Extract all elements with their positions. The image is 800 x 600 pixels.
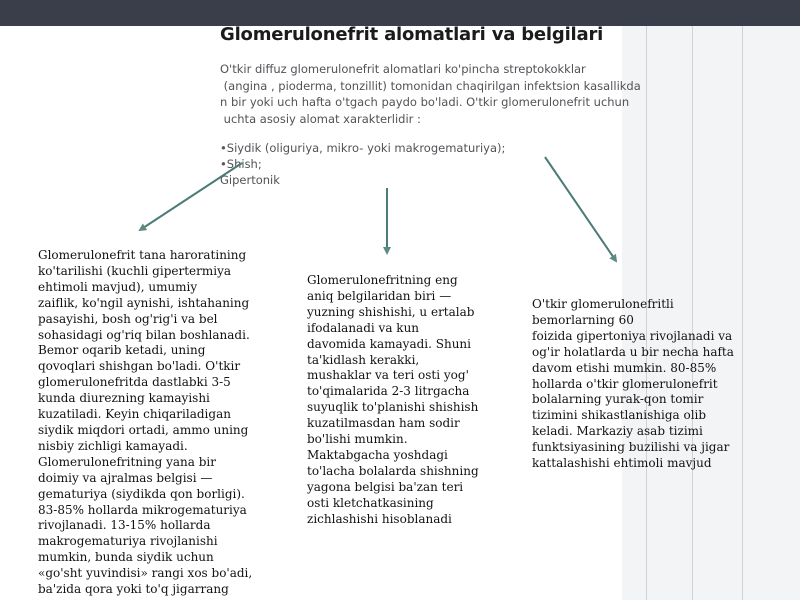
text-line: yuzning shishishi, u ertalab bbox=[307, 304, 475, 319]
intro-line: (angina , pioderma, tonzillit) tomonidan chaqirilgan infektsion kasallikda bbox=[220, 78, 641, 93]
text-line: makrogematuriya rivojlanishi bbox=[38, 534, 218, 549]
symptom-item: •Siydik (oliguriya, mikro- yoki makrogematuriya); bbox=[220, 141, 506, 155]
text-line: mushaklar va teri osti yog' bbox=[307, 368, 469, 383]
symptom-item: •Shish; bbox=[220, 157, 262, 171]
text-line: davom etishi mumkin. 80-85% bbox=[532, 360, 717, 375]
text-line: foizida gipertoniya rivojlanadi va bbox=[532, 328, 733, 343]
text-line: «go'sht yuvindisi» rangi xos bo'adi, bbox=[38, 566, 253, 581]
text-line: bo'lishi mumkin. bbox=[307, 432, 408, 447]
text-line: Bemor oqarib ketadi, uning bbox=[38, 343, 206, 358]
text-line: mumkin, bunda siydik uchun bbox=[38, 550, 214, 565]
text-line: siydik miqdori ortadi, ammo uning bbox=[38, 422, 249, 437]
text-line: keladi. Markaziy asab tizimi bbox=[532, 424, 703, 439]
intro-line: uchta asosiy alomat xarakterlidir : bbox=[220, 111, 421, 126]
text-line: to'lacha bolalarda shishning bbox=[307, 463, 479, 478]
text-line: ko'tarilishi (kuchli gipertermiya bbox=[38, 263, 232, 278]
text-line: zichlashishi hisoblanadi bbox=[307, 511, 452, 526]
text-line: Glomerulonefritning yana bir bbox=[38, 454, 217, 469]
text-line: gematuriya (siydikda qon borligi). bbox=[38, 486, 245, 501]
text-line: to'qimalarida 2-3 litrgacha bbox=[307, 384, 470, 399]
text-line: pasayishi, bosh og'rig'i va bel bbox=[38, 311, 218, 326]
text-line: bolalarning yurak-qon tomir bbox=[532, 392, 704, 407]
text-line: ta'kidlash kerakki, bbox=[307, 352, 420, 367]
text-line: og'ir holatlarda u bir necha hafta bbox=[532, 344, 734, 359]
text-line: hollarda o'tkir glomerulonefrit bbox=[532, 376, 718, 391]
text-line: O'tkir glomerulonefritli bbox=[532, 297, 674, 311]
text-line: suyuqlik to'planishi shishish bbox=[307, 400, 479, 415]
text-line: aniq belgilaridan biri — bbox=[307, 288, 452, 303]
text-line: davomida kamayadi. Shuni bbox=[307, 336, 471, 351]
text-line: Glomerulonefrit tana haroratining bbox=[38, 248, 247, 262]
intro-line: n bir yoki uch hafta o'tgach paydo bo'ladi. O'tkir glomerulonefrit uchun bbox=[220, 95, 630, 109]
text-line: kuzatilmasdan ham sodir bbox=[307, 416, 460, 431]
arrow-left bbox=[140, 163, 242, 230]
text-line: ifodalanadi va kun bbox=[307, 320, 420, 335]
text-line: kunda diurezning kamayishi bbox=[38, 391, 210, 406]
text-line: ba'zida qora yoki to'q jigarrang bbox=[38, 582, 229, 597]
arrow-right bbox=[545, 157, 616, 261]
text-column-right bbox=[532, 297, 734, 472]
text-column-left bbox=[38, 248, 252, 598]
text-line: qovoqlari shishgan bo'ladi. O'tkir bbox=[38, 359, 241, 374]
text-line: tizimini shikastlanishiga olib bbox=[532, 408, 707, 423]
text-line: ehtimoli mavjud), umumiy bbox=[38, 279, 198, 294]
text-line: kattalashishi ehtimoli mavjud bbox=[532, 456, 712, 471]
text-line: funktsiyasining buzilishi va jigar bbox=[532, 440, 730, 455]
text-line: doimiy va ajralmas belgisi — bbox=[38, 470, 213, 485]
text-line: sohasidagi og'riq bilan boshlanadi. bbox=[38, 327, 250, 342]
text-line: nisbiy zichligi kamayadi. bbox=[38, 438, 188, 453]
text-line: kuzatiladi. Keyin chiqariladigan bbox=[38, 407, 231, 422]
intro-line: O'tkir diffuz glomerulonefrit alomatlari ko'pincha streptokokklar bbox=[220, 62, 586, 76]
text-line: 83-85% hollarda mikrogematuriya bbox=[38, 502, 247, 517]
text-line: Maktabgacha yoshdagi bbox=[307, 447, 448, 462]
text-line: Glomerulonefritning eng bbox=[307, 273, 458, 287]
text-line: yagona belgisi ba'zan teri bbox=[307, 479, 464, 494]
slide-title: Glomerulonefrit alomatlari va belgilari bbox=[220, 24, 604, 45]
symptom-item: Gipertonik bbox=[220, 173, 280, 187]
text-column-middle bbox=[307, 273, 479, 528]
text-line: bemorlarning 60 bbox=[532, 312, 634, 327]
text-line: glomerulonefritda dastlabki 3-5 bbox=[38, 375, 231, 390]
text-line: zaiflik, ko'ngil aynishi, ishtahaning bbox=[38, 295, 250, 310]
text-line: osti kletchatkasining bbox=[307, 495, 434, 510]
text-line: rivojlanadi. 13-15% hollarda bbox=[38, 518, 211, 533]
